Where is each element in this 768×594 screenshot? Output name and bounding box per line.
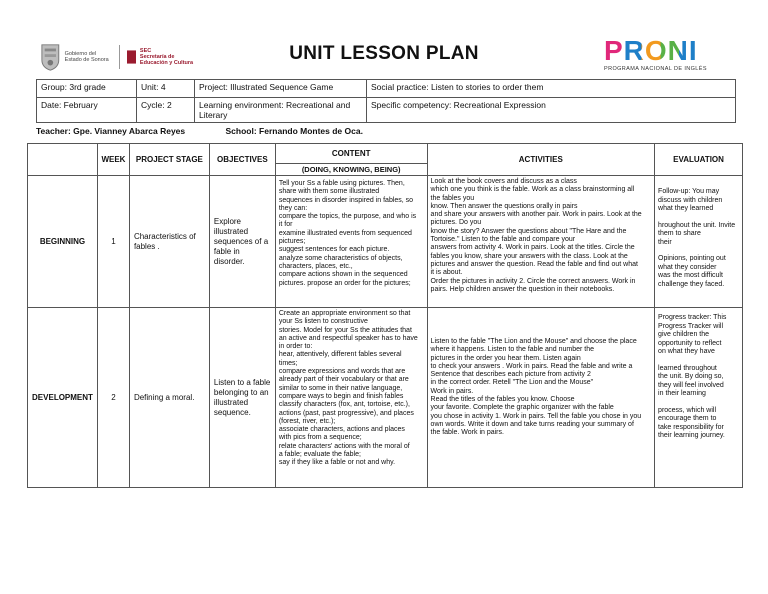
proni-letters: PRONI: [604, 35, 698, 66]
stage-cell: Characteristics of fables .: [129, 176, 209, 308]
header-content: CONTENT: [275, 144, 427, 164]
school-name: School: Fernando Montes de Oca.: [225, 126, 363, 136]
evaluation-line: the unit. By doing so,: [658, 373, 724, 380]
content-line: pictures. propose an order for the pictures;: [278, 279, 411, 287]
activity-line: know the story? Answer the questions about "The Hare and the: [430, 227, 627, 235]
evaluation-line: was the most difficult: [658, 272, 723, 279]
evaluation-line: Follow-up: You may: [658, 188, 720, 195]
evaluation-cell: [655, 308, 743, 488]
header-blank: [28, 144, 98, 176]
page-title: UNIT LESSON PLAN: [289, 43, 479, 64]
evaluation-line: opportunity to reflect: [658, 339, 722, 347]
proni-wordmark: [604, 35, 728, 66]
activity-line: you chose in activity 1. Work in pairs. Tell the fable you chose in you: [430, 412, 642, 420]
content-line: they can:: [278, 204, 308, 212]
group-cell: Group: 3rd grade: [37, 80, 137, 98]
content-line: Create an appropriate environment so that: [278, 310, 411, 317]
evaluation-line: what they learned: [658, 205, 714, 212]
environment-cell: Learning environment: Recreational and Literary: [195, 98, 367, 123]
evaluation-line: encourage them to: [658, 415, 717, 422]
evaluation-line: hroughout the unit. Invite them to share: [658, 221, 736, 237]
content-line: share with them some illustrated: [278, 188, 380, 196]
header-content-sub: (DOING, KNOWING, BEING): [275, 164, 427, 176]
objective-cell: Explore illustrated sequences of a fable in disorder.: [209, 176, 275, 308]
unit-cell: Unit: 4: [137, 80, 195, 98]
content-line: analyze some characteristics of objects,: [278, 254, 403, 262]
activity-line: it is about.: [430, 269, 463, 277]
activity-line: pictures and answer the question. Read the fable and find out what: [430, 260, 638, 268]
content-line: sequences in disorder inspired in fables, so: [278, 196, 414, 204]
info-table: [36, 79, 736, 123]
activity-line: your favorite. Complete the graphic organizer with the fable: [430, 404, 614, 412]
activity-line: know. Then answer the questions orally in pairs: [430, 202, 578, 210]
evaluation-gap: [658, 214, 739, 222]
sec-abbr: SEC: [139, 48, 152, 54]
cycle-cell: Cycle: 2: [137, 98, 195, 123]
objective-cell: Listen to a fable belonging to an illustrated sequence.: [209, 308, 275, 488]
header-activities: ACTIVITIES: [427, 144, 655, 176]
content-line: pictures;: [278, 238, 306, 246]
content-line: stories. Model for your Ss the attitudes that: [278, 326, 412, 334]
sec-name: Secretaría de Educación y Cultura: [139, 54, 194, 66]
content-line: suggest sentences for each picture.: [278, 246, 390, 254]
evaluation-line: Progress tracker: This: [658, 314, 727, 321]
evaluation-line: in their learning: [658, 390, 706, 397]
content-line: actions (past, past progressive), and places: [278, 409, 414, 417]
evaluation-line: they will feel involved: [658, 381, 724, 389]
content-line: hear, attentively, different fables several: [278, 351, 402, 359]
content-line: compare expressions and words that are: [278, 368, 406, 376]
activity-line: Look at the book covers and discuss as a class: [430, 178, 577, 185]
evaluation-line: what they consider: [658, 263, 717, 271]
evaluation-line: process, which will: [658, 406, 717, 414]
activity-line: own words. Write it down and take turns reading your summary of: [430, 420, 634, 428]
evaluation-line: their learning journey.: [658, 432, 725, 439]
date-cell: Date: February: [37, 98, 137, 123]
content-cell: [275, 176, 427, 308]
evaluation-line: give children the: [658, 331, 710, 338]
phase-development: DEVELOPMENT: [28, 308, 98, 488]
header-evaluation: EVALUATION: [655, 144, 743, 176]
evaluation-line: discuss with children: [658, 196, 723, 204]
content-line: times;: [278, 359, 298, 367]
content-cell: [275, 308, 427, 488]
week-cell: 2: [97, 308, 129, 488]
evaluation-line: Progress Tracker will: [658, 322, 724, 330]
evaluation-line: their: [658, 238, 672, 246]
content-line: (forest, river, etc.);: [278, 417, 336, 425]
evaluation-gap: [658, 247, 739, 255]
activity-line: Order the pictures in activity 2. Circle the correct answers. Work in: [430, 277, 636, 285]
government-name: Gobierno del Estado de Sonora: [64, 51, 109, 63]
content-line: classify characters (fox, ant, tortoise, etc.),: [278, 401, 410, 409]
content-line: Tell your Ss a fable using pictures. Then,: [278, 180, 405, 187]
activity-line: Listen to the fable "The Lion and the Mouse" and choose the place: [430, 338, 637, 345]
lesson-plan-table: [27, 143, 743, 488]
proni-subtitle: PROGRAMA NACIONAL DE INGLÉS: [604, 66, 707, 72]
activity-line: Tortoise." Listen to the fable and compare your: [430, 236, 576, 244]
activity-line: in the correct order. Retell "The Lion and the Mouse": [430, 379, 594, 387]
content-line: relate characters' actions with the moral of: [278, 442, 410, 450]
activity-line: to check your answers . Work in pairs. Read the fable and write a: [430, 362, 633, 370]
activity-line: where it happens. Listen to the fable and number the: [430, 346, 594, 354]
content-line: characters, places, etc.,: [278, 262, 353, 270]
activity-line: answers from activity 4. Work in pairs. Look at the titles. Circle the: [430, 244, 635, 252]
evaluation-line: challenge they faced.: [658, 280, 725, 288]
content-line: compare the topics, the purpose, and who is: [278, 213, 417, 221]
content-line: it for: [278, 221, 293, 229]
header-week: WEEK: [97, 144, 129, 176]
activity-line: pictures in the order you hear them. Listen again: [430, 354, 581, 362]
evaluation-line: Opinions, pointing out: [658, 255, 726, 262]
evaluation-line: take responsibility for: [658, 423, 724, 431]
content-line: associate characters, actions and places: [278, 426, 405, 434]
content-line: in order to:: [278, 343, 313, 351]
content-line: compare ways to begin and finish fables: [278, 392, 404, 400]
project-cell: Project: Illustrated Sequence Game: [195, 80, 367, 98]
activity-line: which one you think is the fable. Work as a class brainstorming all: [430, 186, 635, 194]
activity-line: Work in pairs.: [430, 387, 474, 395]
content-line: an active and respectful speaker has to have: [278, 334, 418, 342]
evaluation-gap: [658, 357, 739, 365]
content-line: similar to some in their native language,: [278, 384, 403, 392]
table-row: [28, 308, 743, 488]
teacher-school-line: [36, 126, 401, 136]
phase-beginning: BEGINNING: [28, 176, 98, 308]
activity-line: the fable. Work in pairs.: [430, 429, 504, 437]
evaluation-cell: [655, 176, 743, 308]
evaluation-line: on what they have: [658, 348, 715, 355]
teacher-name: Teacher: Gpe. Vianney Abarca Reyes: [36, 126, 186, 136]
content-line: examine illustrated events from sequenced: [278, 229, 412, 237]
activities-cell: [427, 176, 655, 308]
activity-line: fables you know, share your answers with the class. Look at the: [430, 252, 628, 260]
week-cell: 1: [97, 176, 129, 308]
header-objectives: OBJECTIVES: [209, 144, 275, 176]
table-row: [28, 176, 743, 308]
proni-logo: [604, 35, 728, 76]
content-line: a fable; evaluate the fable;: [278, 451, 361, 459]
activity-line: the fables you: [430, 194, 475, 202]
evaluation-gap: [658, 399, 739, 407]
content-line: compare actions shown in the sequenced: [278, 271, 408, 279]
activity-line: Sentence that describes each picture from activity 2: [430, 371, 591, 379]
content-line: with pics from a sequence;: [278, 434, 362, 442]
activities-cell: [427, 308, 655, 488]
activity-line: and share your answers with another pair. Work in pairs. Look at the: [430, 211, 642, 219]
header-stage: PROJECT STAGE: [129, 144, 209, 176]
activity-line: Read the titles of the fables you know. Choose: [430, 396, 575, 404]
content-line: say if they like a fable or not and why.: [278, 459, 396, 467]
activity-line: pictures. Do you: [430, 219, 482, 227]
competency-cell: Specific competency: Recreational Expression: [367, 98, 736, 123]
activity-line: pairs. Help children answer the question in their notebooks.: [430, 285, 615, 293]
content-line: already part of their vocabulary or that are: [278, 376, 409, 384]
content-line: your Ss listen to constructive: [278, 318, 368, 326]
social-practice-cell: Social practice: Listen to stories to order them: [367, 80, 736, 98]
evaluation-line: learned throughout: [658, 364, 717, 372]
stage-cell: Defining a moral.: [129, 308, 209, 488]
